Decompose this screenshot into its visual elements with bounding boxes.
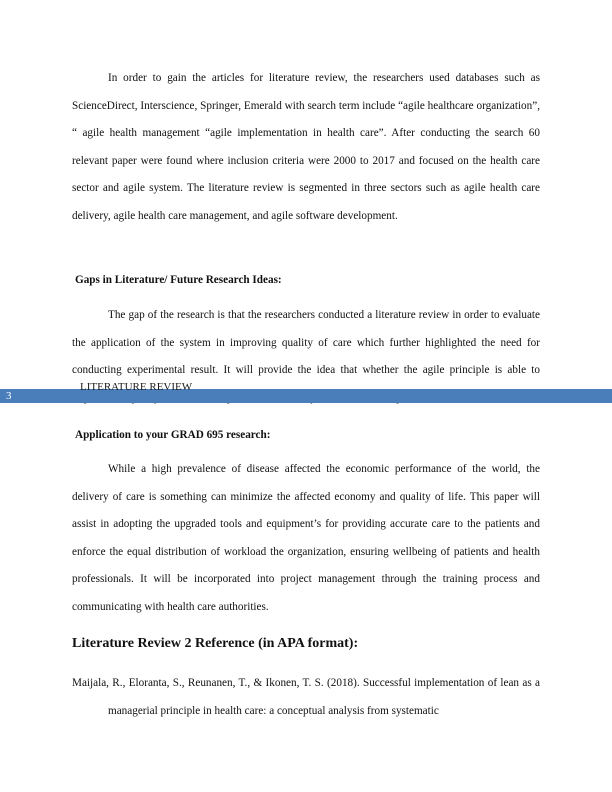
methods-paragraph: In order to gain the articles for literature review, the researchers used databases such as ScienceDirect, Interscience, Springer, Emerald with search term include “agile healthcare organization”, “ agile health management “agile implementation in health care”. After conducting the search 60 relevant paper were found where inclusion criteria were 2000 to 2017 and focused on the health care sector and agile system. The literature review is segmented in three sectors such as agile health care delivery, agile health care management, and agile software development.: [72, 72, 540, 222]
application-heading: Application to your GRAD 695 research:: [75, 429, 271, 441]
page-number: 3: [6, 390, 12, 402]
reference-heading: Literature Review 2 Reference (in APA format):: [72, 636, 359, 651]
reference-entry: Maijala, R., Eloranta, S., Reunanen, T., & Ikonen, T. S. (2018). Successful implementation of lean as a managerial principle in health care: a conceptual analysis from systematic: [72, 677, 540, 717]
gaps-heading: Gaps in Literature/ Future Research Ideas:: [75, 274, 282, 286]
gaps-paragraph: The gap of the research is that the researchers conducted a literature review in order to evaluate the application of the system in improving quality of care which further highlighted the need for conducting experimental result. It will provide the idea that whether the agile principle is able to: [72, 309, 540, 377]
running-head: LITERATURE REVIEW: [80, 381, 193, 393]
application-paragraph: While a high prevalence of disease affected the economic performance of the world, the delivery of care is something can minimize the affected economy and quality of life. This paper will assist in adopting the upgraded tools and equipment’s for providing accurate care to the patients and enforce the equal distribution of workload the organization, ensuring wellbeing of patients and health professionals. It will be incorporated into project management through the training process and communicating with health care authorities.: [72, 463, 540, 613]
